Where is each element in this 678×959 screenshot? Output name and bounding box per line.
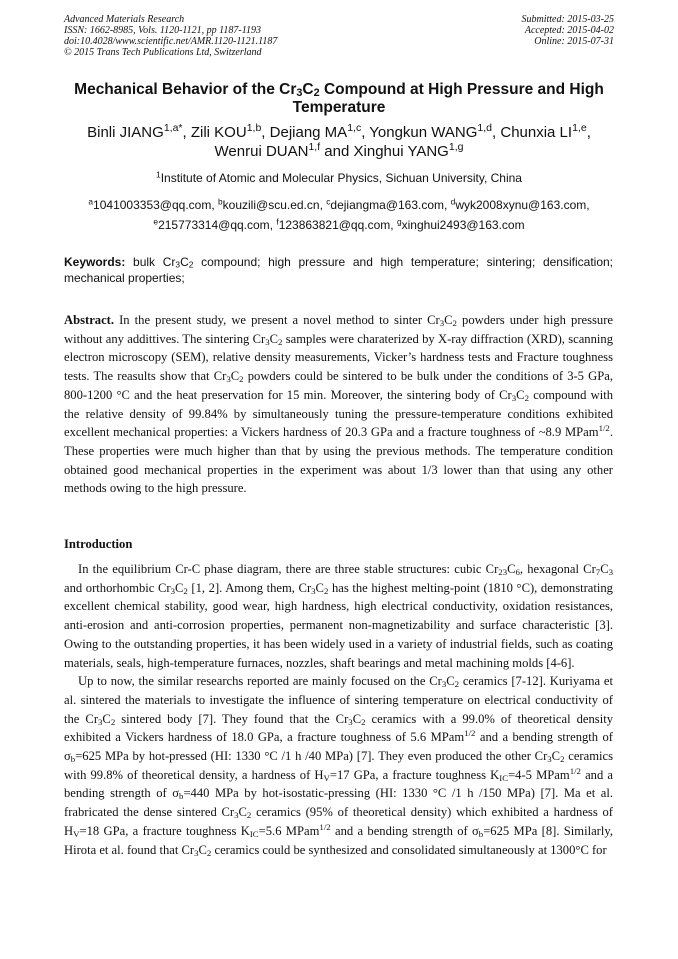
author: Chunxia LI$^{1,e}$,	[500, 122, 591, 141]
email: $^g$xinghui2493@163.com	[396, 216, 525, 232]
doi-line: doi:10.4028/www.scientific.net/AMR.1120-1121.1187	[64, 36, 278, 47]
paragraph: Up to now, the similar researchs reported are mainly focused on the $Cr_3C_2$ ceramics [7-12]. Kuriyama et al. sintered the materials to investigate the influence of sintering temperature on electrical conductivity of the $Cr_3C_2$ sintered body [7]. They found that the $Cr_3C_2$ ceramics with a 99.0% of theoretical density exhibited a Vickers hardness of 18.0 GPa, a fracture toughness of 5.6 MPam$^{1/2}$ and a bending strength of $\sigma_b=625$ MPa by hot-pressed (HI: 1330 °C /1 h /40 MPa) [7]. They even produced the other $Cr_3C_2$ ceramics with 99.8% of theoretical density, a hardness of $H_V=17$ GPa, a fracture toughness $K_{IC}=4-5$ MPam$^{1/2}$ and a bending strength of $\sigma_b=440$ MPa by hot-isostatic-pressing (HI: 1330 °C /1 h /150 MPa) [7]. Ma et al. frabricated the dense sintered $Cr_3C_2$ ceramics (95% of theoretical density) which exhibited a hardness of $H_V=18$ GPa, a fracture toughness $K_{IC}=5.6$ MPam$^{1/2}$ and a bending strength of $\sigma_b=625$ MPa [8]. Similarly, Hirota et al. found that $Cr_3C_2$ ceramics could be synthesized and consolidated simultaneously at 1300°C for	[64, 674, 614, 858]
journal-name: Advanced Materials Research	[64, 14, 185, 25]
keywords-label: Keywords:	[64, 255, 126, 269]
author: Zili KOU$^{1,b}$,	[190, 122, 270, 141]
email: $^d$wyk2008xynu@163.com,	[450, 196, 590, 212]
author: Binli $JIANG^{1,a*}$,	[87, 122, 191, 141]
accepted-date: Accepted: 2015-04-02	[524, 25, 614, 36]
paragraph: In the equilibrium Cr-C phase diagram, there are three stable structures: cubic $Cr_{23}C_6$, hexagonal $Cr_7C_3$ and orthorhombic $Cr_3C_2$ [1, 2]. Among them, $Cr_3C_2$ has the highest melting-point (1810 °C), demonstrating excellent chemical stability, good wear, high hardness, high electrical conductivity, oxidation resistances, anti-erosion and anti-corrosion properties, permanent non-magnetizability and surface characteristic [3]. Owing to the outstanding properties, it has been widely used in a variety of industrial fields, such as coating materials, seals, high-temperature furnaces, nozzles, shaft bearings and metal machining molds [4-6].	[64, 562, 613, 670]
author-list	[52, 123, 626, 161]
submitted-date: Submitted: 2015-03-25	[521, 14, 614, 25]
dates-header	[522, 14, 615, 47]
introduction-heading: Introduction	[64, 537, 133, 551]
copyright-line: © 2015 Trans Tech Publications Ltd, Switzerland	[64, 47, 262, 58]
email: $^a$1041003353@qq.com,	[88, 196, 218, 212]
journal-header	[64, 14, 277, 58]
keywords: Keywords: bulk $Cr_3C_2$ compound; high pressure and high temperature; sintering; densification; mechanical properties;	[64, 255, 614, 285]
abstract-label: Abstract.	[64, 313, 115, 327]
paper-title: Mechanical Behavior of the $Cr_3C_2$ Compound at High Pressure and High Temperature	[74, 81, 604, 116]
abstract: Abstract. In the present study, we present a novel method to sinter $Cr_3C_2$ powders under high pressure without any addittives. The sintering $Cr_3C_2$ samples were charaterized by X-ray diffraction (XRD), scanning electron microscopy (SEM), relative density measurements, Vicker’s hardness tests and Fracture toughness tests. The reasults show that $Cr_3C_2$ powders could be sintered to be bulk under the conditions of 3-5 GPa, 800-1200 °C and the heat preservation for 15 min. Moreover, the sintering body of $Cr_3C_2$ compound with the relative density of 99.84% by simultaneously tuning the pressure-temperature conditions exhibited excellent mechanical properties: a Vickers hardness of 20.3 GPa and a fracture toughness of ~8.9 MPam$^{1/2}$. These properties were much higher than that by using the previous methods. The temperature condition obtained good mechanical properties in the experiment was about 1/3 lower than that using any other methods owing to the high pressure.	[64, 313, 613, 496]
author: Xinghui YANG$^{1,g}$	[353, 141, 464, 160]
issn-line: ISSN: 1662-8985, Vols. 1120-1121, pp 1187-1193	[64, 25, 262, 36]
email-list	[52, 195, 626, 235]
affiliation: $^1$Institute of Atomic and Molecular Physics, Sichuan University, China	[156, 169, 522, 185]
online-date: Online: 2015-07-31	[534, 36, 614, 47]
author: Yongkun WANG$^{1,d}$,	[369, 122, 501, 141]
author: Dejiang MA$^{1,c}$,	[269, 122, 370, 141]
introduction-body	[64, 560, 613, 859]
email: $^c$dejiangma@163.com,	[326, 196, 451, 212]
email: $^b$kouzili@scu.ed.cn,	[218, 196, 327, 212]
email: $^e$215773314@qq.com,	[153, 216, 277, 232]
author: Wenrui DUAN$^{1,f}$ and	[214, 141, 354, 160]
email: $^f$123863821@qq.com,	[276, 216, 397, 232]
